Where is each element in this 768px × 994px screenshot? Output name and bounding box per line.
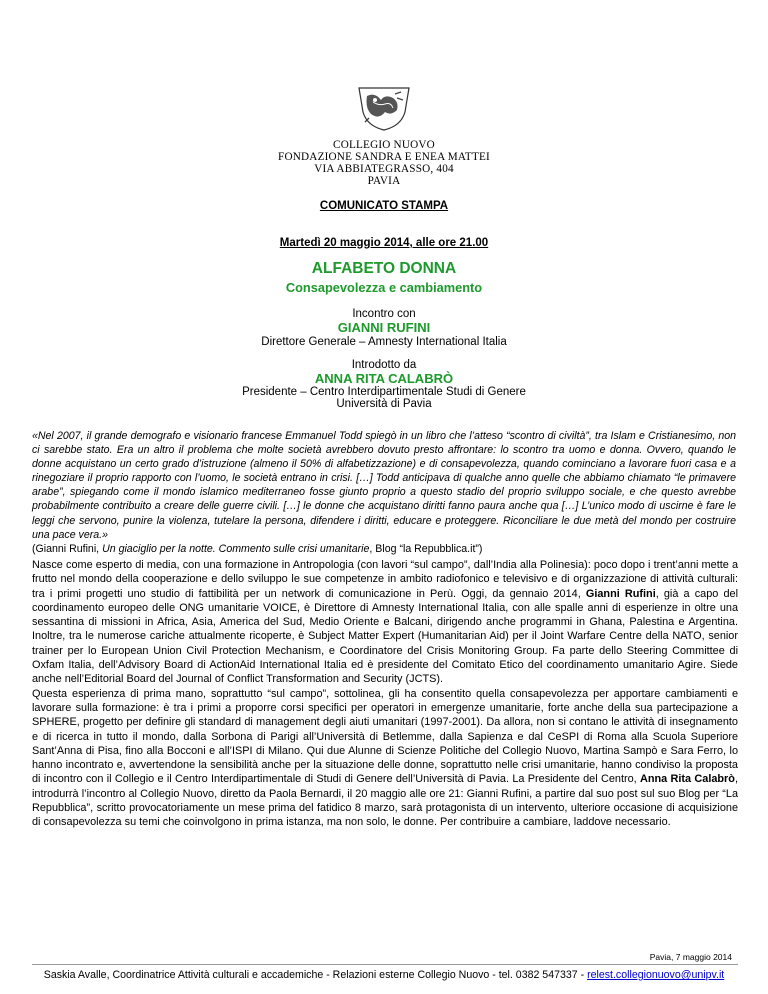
college-crest-icon — [355, 82, 413, 132]
header-line-1: COLLEGIO NUOVO — [333, 139, 435, 151]
place-date: Pavia, 7 maggio 2014 — [649, 952, 732, 962]
header-line-3: VIA ABBIATEGRASSO, 404 — [314, 163, 454, 175]
body-p1-text-b: , già a capo del coordinamento europeo delle ONG umanitarie VOICE, è Direttore di Amnesty International Italia, con alle spalle anni di esperienze in oltre una sessantina di missioni in Africa, Asia, America del Sud, Medio Oriente e Balcani, dirigendo anche programmi in Ghana, Palestina e Argentina. Inoltre, tra le numerose cariche attualmente ricoperte, è Subject Matter Expert (Humanitarian Aid) per il Joint Warfare Centre della NATO, senior trainer per lo European Union Civil Protection Mechanism, e Coordinatore del Crisis Monitoring Group. Fa parte dello Steering Committee di Oxfam Italia, dell’Advisory Board di ActionAid International Italia ed è presidente del Comitato Etico del coordinamento umanitario Agire. Siede anche nell’Editorial Board del Journal of Conflict Transformation and Security (JCTS). — [32, 587, 738, 686]
body-p2-text-b: , introdurrà l’incontro al Collegio Nuovo, diretto da Paola Bernardi, il 20 maggio alle ore 21: Gianni Rufini, a partire dal suo post sul suo Blog per “La Repubblica”, scritto provocatoriamente un mese prima del fatidico 8 marzo, sarà protagonista di un intervento, ulteriore occasione di acquisizione di consapevolezza su temi che coinvolgono in prima istanza, ma non solo, le donne. Per contribuire a cambiare, laddove necessario. — [32, 773, 738, 829]
body-p2-text-a: Questa esperienza di prima mano, soprattutto “sul campo”, sottolinea, gli ha consentito quella consapevolezza per apportare cambiamenti e lavorare sulla formazione: è tra i primi a proporre corsi specifici per operatori in emergenze umanitarie, forte anche della sua partecipazione a SPHERE, progetto per definire gli standard di management degli aiuti umanitari (1997-2001). Da allora, non si contano le attività di insegnamento e di ricerca in tutto il mondo, dalla Sorbona di Parigi all’Università di Betlemme, dalla Sapienza e dal CeSPI di Roma alla Scuola Superiore Sant’Anna di Pisa, fino alla Bocconi e all’ISPI di Milano. Qui due Alunne di Scienze Politiche del Collegio Nuovo, Martina Sampò e Sara Ferro, lo hanno incontrato e, avvertendone la sensibilità anche per la situazione delle donne, soprattutto nelle crisi umanitarie, hanno condiviso la proposta di incontro con il Collegio e il Centro Interdipartimentale di Studi di Genere dell’Università di Pavia. La Presidente del Centro, — [32, 687, 738, 786]
host-affiliation: Università di Pavia — [336, 398, 432, 410]
quote-source-title: Un giaciglio per la notte. Commento sulle crisi umanitarie — [102, 542, 370, 555]
host-role: Presidente – Centro Interdipartimentale Studi di Genere — [242, 386, 526, 398]
speaker-name-inline: Gianni Rufini — [585, 587, 656, 600]
body-text — [32, 558, 738, 830]
press-release-label: COMUNICATO STAMPA — [319, 200, 449, 212]
host-name-inline: Anna Rita Calabrò — [639, 773, 735, 786]
header-line-4: PAVIA — [367, 175, 401, 187]
quote-block — [32, 429, 736, 556]
speaker-role: Direttore Generale – Amnesty International Italia — [261, 336, 507, 348]
event-title: ALFABETO DONNA — [311, 260, 457, 277]
footer-divider — [32, 964, 738, 965]
speaker-intro: Incontro con — [352, 308, 416, 320]
footer-email-link[interactable]: relest.collegionuovo@unipv.it — [587, 969, 725, 981]
event-date: Martedì 20 maggio 2014, alle ore 21.00 — [279, 237, 489, 249]
footer-contact — [0, 969, 768, 981]
body-paragraph-1 — [32, 558, 738, 687]
header-line-2: FONDAZIONE SANDRA E ENEA MATTEI — [278, 151, 490, 163]
event-subtitle: Consapevolezza e cambiamento — [285, 280, 483, 295]
footer-text: Saskia Avalle, Coordinatrice Attività culturali e accademiche - Relazioni esterne Collegio Nuovo - tel. 0382 547337 - — [43, 969, 588, 981]
quote-text: «Nel 2007, il grande demografo e visionario francese Emmanuel Todd spiegò in un libro che l’atteso “scontro di civiltà”, tra Islam e Cristianesimo, non ci sarebbe stato. Era un altro il problema che molte società avrebbero dovuto presto affrontare: lo scontro tra uomo e donna. Ovvero, quando le donne acquistano un certo grado d’istruzione (almeno il 50% di alfabetizzazione) e di consapevolezza, quando cominciano a lavorare fuori casa e a rinegoziare il proprio rapporto con l’uomo, le società entrano in crisi. […] Todd anticipava di qualche anno quelle che abbiamo chiamato “le primavere arabe”, spiegando come il mondo islamico mediterraneo fosse giunto proprio a questo stadio del proprio sviluppo sociale, e che questo avrebbe probabilmente contribuito a creare delle guerre civili. […] le donne che acquistano diritti fanno paura anche qua […] L’unico modo di uscirne è fare le leggi che servono, punire la violenza, tutelare la persona, difendere i diritti, educare e proteggere. Riconciliare le due metà del mondo per costruire una pace vera.» — [32, 430, 736, 541]
speaker-name: GIANNI RUFINI — [337, 320, 431, 335]
quote-source-prefix: (Gianni Rufini, — [32, 542, 103, 555]
host-intro: Introdotto da — [351, 359, 417, 371]
quote-source-suffix: , Blog “la Repubblica.it”) — [369, 542, 483, 555]
host-name: ANNA RITA CALABRÒ — [314, 371, 454, 386]
body-p1-text-a: Nasce come esperto di media, con una formazione in Antropologia (con lavori “sul campo”, dall’India alla Polinesia): poco dopo i trent’anni mette a frutto nel mondo della cooperazione e dello sviluppo le sue competenze in ambito radiofonico e televisivo e di organizzazione di attività culturali: tra i primi progetti uno studio di fattibilità per un network di comunicazione in Perù. Oggi, da gennaio 2014, — [32, 559, 738, 600]
body-paragraph-2 — [32, 687, 738, 830]
